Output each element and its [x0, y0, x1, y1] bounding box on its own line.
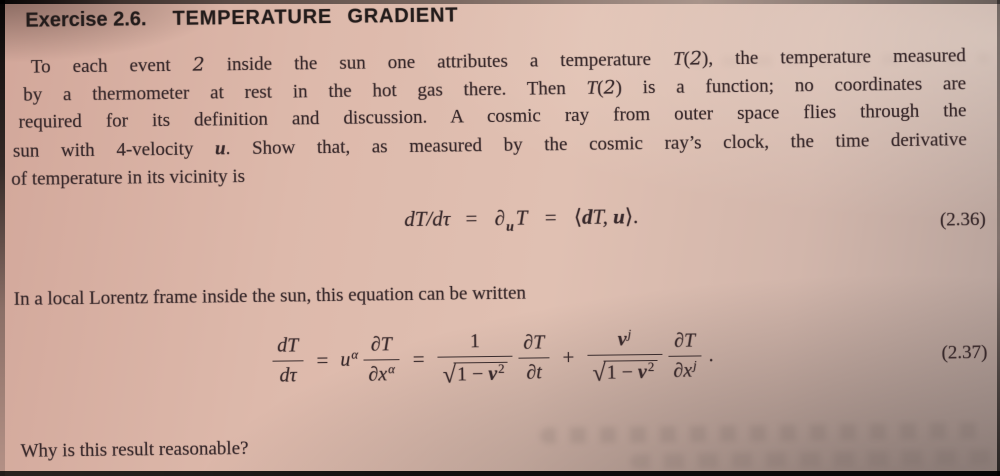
text-segment: T: [672, 48, 684, 70]
lorentz-frame-sentence: [14, 280, 527, 314]
text-segment: of temperature in its vicinity is: [11, 165, 246, 190]
text-segment: by a thermometer at rest in the hot gas there. Then: [23, 78, 587, 106]
text-segment: ) is a function; no coordinates are: [615, 73, 967, 99]
u-alpha-term: [340, 346, 359, 372]
text-segment: u: [214, 137, 226, 159]
squared-superscript: 2: [647, 359, 655, 375]
text-segment: 2: [689, 47, 703, 70]
alpha-superscript: α: [387, 361, 395, 377]
dx-symbol: ∂x: [368, 363, 388, 386]
angle-bracket-open: ⟨: [573, 204, 583, 229]
v-symbol: v: [488, 362, 498, 386]
numerator: ∂T: [518, 331, 549, 358]
equation-number: (2.36): [939, 208, 986, 231]
numerator: ∂T: [668, 329, 702, 356]
equals-sign: =: [465, 206, 478, 231]
fraction-vj-gamma: [587, 328, 663, 386]
fraction-gamma-factor: [437, 330, 513, 388]
fraction-dT-dxj: [668, 329, 702, 382]
radicand: [604, 360, 658, 384]
fraction-dT-dtau: [272, 334, 304, 387]
radicand: [454, 362, 508, 386]
squared-superscript: 2: [497, 360, 505, 376]
fraction-dT-dt: [518, 331, 550, 384]
text-segment: T: [586, 77, 598, 100]
equation-number: (2.37): [941, 341, 988, 364]
square-root: [592, 359, 657, 387]
one-minus: 1 −: [456, 363, 489, 386]
numerator: dT: [272, 334, 303, 361]
square-root: [442, 360, 508, 389]
text-segment: required for its definition and discussion. A cosmic ray from outer space flies through the: [18, 100, 967, 134]
denominator: dτ: [279, 364, 297, 387]
numerator: ∂T: [363, 333, 400, 360]
text-segment: Why is this result reasonable?: [20, 437, 249, 462]
equals-sign: =: [316, 347, 329, 373]
T-comma: T,: [592, 204, 609, 229]
radical-sign: √: [442, 362, 457, 389]
plus-sign: +: [562, 344, 575, 370]
dT-dtau-term: dT/dτ: [404, 206, 451, 232]
v-symbol: v: [637, 361, 647, 384]
exercise-heading: [25, 4, 458, 32]
equals-sign: =: [544, 205, 557, 230]
exercise-title: TEMPERATURE GRADIENT: [172, 4, 459, 30]
denominator: [668, 356, 702, 382]
T-symbol: T: [515, 205, 528, 230]
fraction-dT-dxalpha: [363, 333, 400, 386]
radical-sign: √: [592, 360, 606, 387]
j-superscript: j: [627, 326, 632, 342]
denominator: [438, 357, 513, 388]
text-segment: inside the sun one attributes a temperature: [204, 48, 674, 76]
one-minus: 1 −: [606, 361, 639, 384]
equation-2-37-row: [1, 324, 1000, 393]
numerator: [587, 328, 662, 356]
equation-2-36-row: [0, 200, 1000, 237]
u-subscript: u: [506, 219, 515, 235]
equation-2-37: [1, 324, 1000, 393]
bracket-term: [574, 204, 639, 229]
partial-symbol: ∂: [494, 205, 506, 230]
angle-bracket-close: ⟩.: [624, 204, 639, 229]
text-segment: . Show that, as measured by the cosmic ray’s clock, the time derivative: [225, 128, 967, 159]
denominator: [363, 360, 400, 386]
j-superscript: j: [692, 357, 697, 373]
dx-symbol: ∂x: [673, 359, 693, 382]
text-segment: sun with 4-velocity: [12, 137, 216, 162]
text-segment: ), the temperature measured: [701, 45, 966, 70]
equation-2-36: [0, 200, 1000, 237]
page-showthrough-smudge: [630, 450, 995, 469]
denominator: [587, 355, 662, 386]
v-symbol: v: [617, 328, 627, 351]
u-symbol: u: [340, 348, 351, 371]
alpha-superscript: α: [351, 346, 359, 362]
bold-u-symbol: u: [613, 204, 625, 229]
text-segment: (: [683, 48, 691, 70]
directional-derivative-term: [494, 205, 528, 235]
period: .: [708, 344, 714, 367]
text-segment: To each event: [30, 54, 193, 78]
denominator: ∂t: [526, 361, 543, 384]
text-segment: In a local Lorentz frame inside the sun, this equation can be written: [13, 282, 527, 310]
equals-sign: =: [412, 346, 425, 371]
numerator: 1: [437, 330, 512, 358]
exercise-number: Exercise 2.6.: [25, 8, 147, 32]
text-segment: 2: [603, 76, 616, 99]
text-segment: 2: [192, 53, 205, 76]
bold-d-symbol: d: [581, 204, 593, 229]
closing-question: [20, 435, 248, 466]
text-segment: (: [597, 77, 604, 99]
